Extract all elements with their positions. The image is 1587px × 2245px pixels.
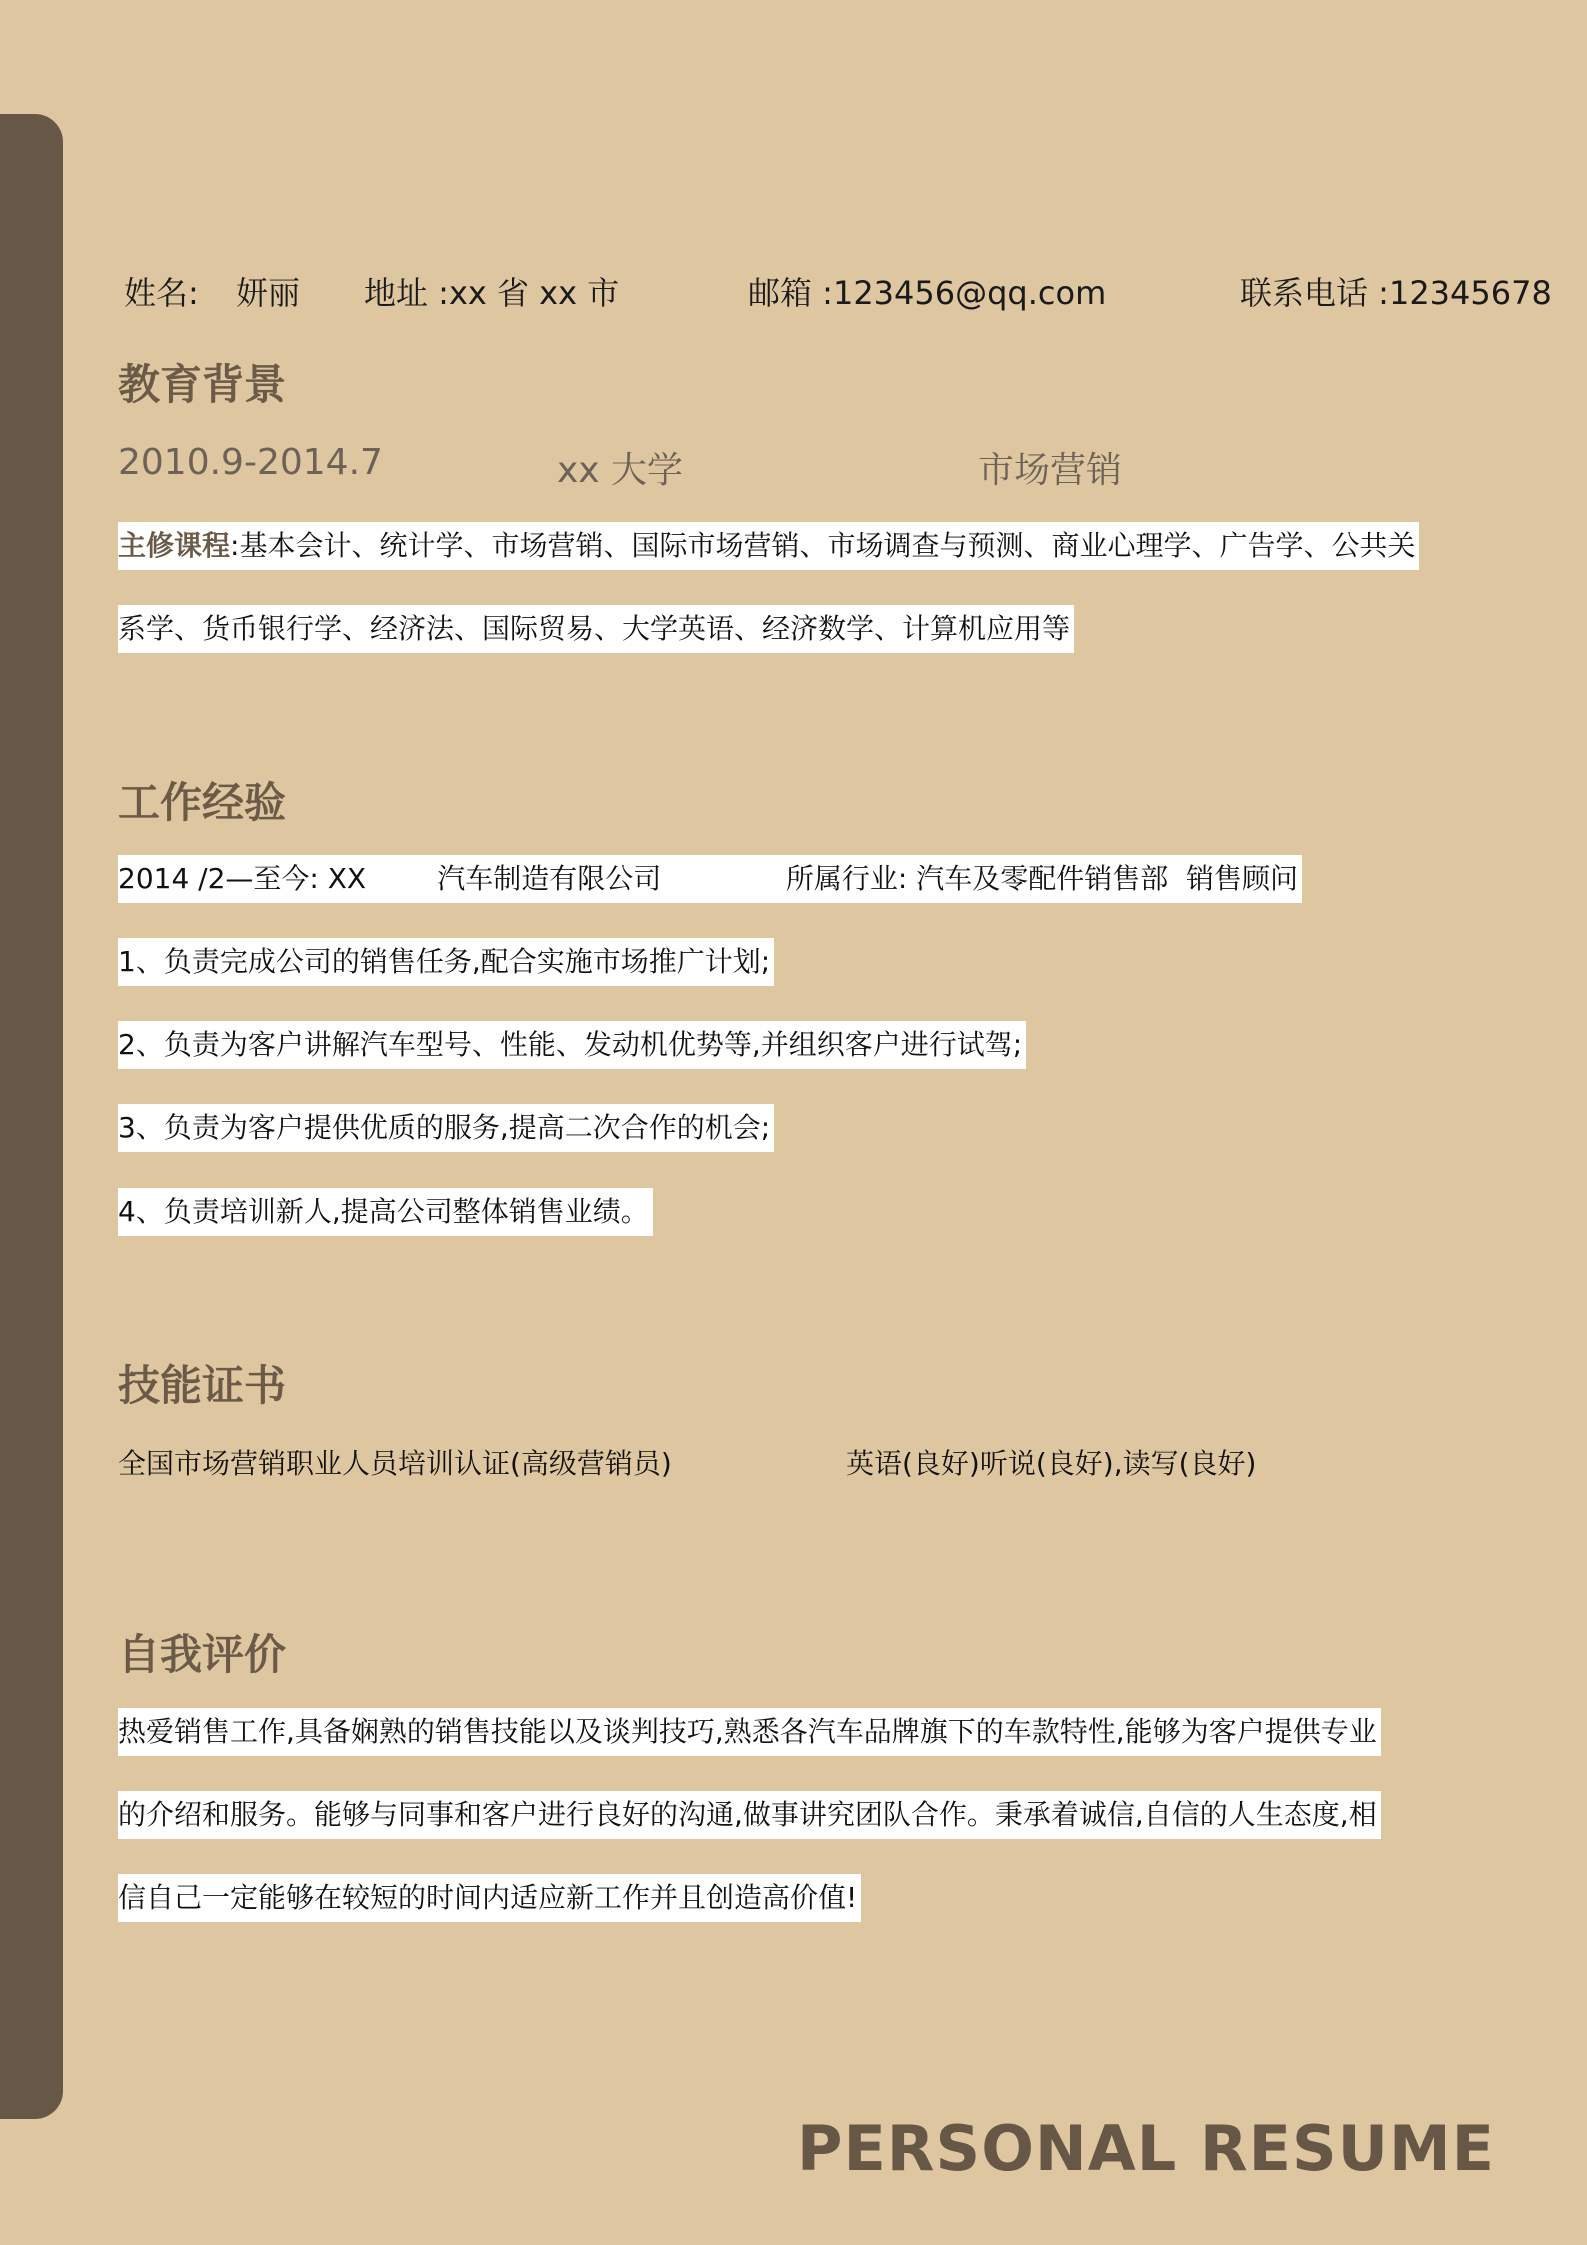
name-value: 妍丽 <box>236 274 301 312</box>
work-title: 工作经验 <box>118 778 287 827</box>
personal-resume-title: PERSONAL RESUME <box>797 2112 1495 2185</box>
address-text: 地址 :xx 省 xx 市 <box>364 274 620 312</box>
courses-label: 主修课程 <box>118 529 231 562</box>
education-major: 市场营销 <box>978 450 1123 491</box>
self-evaluation-line-3: 信自己一定能够在较短的时间内适应新工作并且创造高价值! <box>118 1874 861 1922</box>
work-duty-2: 2、负责为客户讲解汽车型号、性能、发动机优势等,并组织客户进行试驾; <box>118 1021 1026 1069</box>
work-duty-1: 1、负责完成公司的销售任务,配合实施市场推广计划; <box>118 938 774 986</box>
language-text: 英语(良好)听说(良好),读写(良好) <box>846 1447 1257 1480</box>
certificate-text: 全国市场营销职业人员培训认证(高级营销员) <box>118 1447 672 1480</box>
self-evaluation-title: 自我评价 <box>118 1630 287 1679</box>
education-title: 教育背景 <box>118 360 287 409</box>
contact-row <box>0 268 1587 312</box>
courses-line-2: 系学、货币银行学、经济法、国际贸易、大学英语、经济数学、计算机应用等 <box>118 605 1074 653</box>
education-school: xx 大学 <box>557 450 684 491</box>
education-period: 2010.9-2014.7 <box>118 442 383 483</box>
skills-title: 技能证书 <box>118 1361 287 1410</box>
self-evaluation-line-1: 热爱销售工作,具备娴熟的销售技能以及谈判技巧,熟悉各汽车品牌旗下的车款特性,能够为客户提供专业 <box>118 1708 1381 1756</box>
courses-text-1: :基本会计、统计学、市场营销、国际市场营销、市场调查与预测、商业心理学、广告学、公共关 <box>230 529 1416 562</box>
self-evaluation-line-2: 的介绍和服务。能够与同事和客户进行良好的沟通,做事讲究团队合作。秉承着诚信,自信的人生态度,相 <box>118 1791 1381 1839</box>
work-summary: 2014 /2—至今: XX 汽车制造有限公司 所属行业: 汽车及零配件销售部 销售顾问 <box>118 855 1302 903</box>
courses-line-1 <box>118 522 1419 570</box>
email-text: 邮箱 :123456@qq.com <box>748 274 1107 312</box>
name-label: 姓名: <box>124 274 199 312</box>
work-duty-4: 4、负责培训新人,提高公司整体销售业绩。 <box>118 1188 653 1236</box>
phone-text: 联系电话 :12345678 <box>1240 274 1552 312</box>
work-duty-3: 3、负责为客户提供优质的服务,提高二次合作的机会; <box>118 1104 774 1152</box>
side-bar-decoration <box>0 114 63 2119</box>
